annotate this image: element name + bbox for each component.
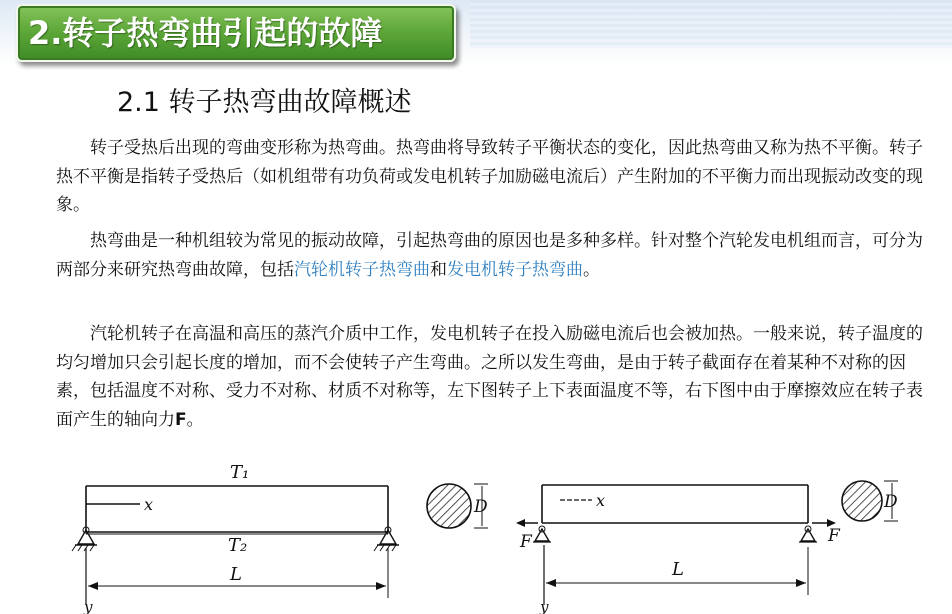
right-support-icon [374,527,399,551]
paragraph-1: 转子受热后出现的弯曲变形称为热弯曲。热弯曲将导致转子平衡状态的变化，因此热弯曲又称为热不平衡。转子热不平衡是指转子受热后（如机组带有功负荷或发电机转子加励磁电流后）产生附加的不平衡力而出现振动改变的现象。 [56,138,923,215]
label-d: D [884,492,898,512]
paragraph-2-block [56,227,926,284]
link-generator-rotor[interactable]: 发电机转子热弯曲 [447,259,583,280]
slide-title: 2.转子热弯曲引起的故障 [16,4,456,62]
paragraph-2-end: 。 [583,259,600,280]
label-y: y [84,598,93,614]
rotor-beam [542,485,808,523]
paragraph-3-text: 汽轮机转子在高温和高压的蒸汽介质中工作，发电机转子在投入励磁电流后也会被加热。一般来说，转子温度的均匀增加只会引起长度的增加，而不会使转子产生弯曲。之所以发生弯曲，是由于转子截面存在着某种不对称的因素，包括温度不对称、受力不对称、材质不对称等，左下图转子上下表面温度不等，右下图中由于摩擦效应在转子表面产生的轴向力 [56,324,923,430]
label-x: x [144,495,154,514]
paragraph-3-end: 。 [186,409,204,430]
paragraph-3 [56,320,926,434]
paragraph-2-text: 热弯曲是一种机组较为常见的振动故障，引起热弯曲的原因也是多种多样。针对整个汽轮发电机组而言，可分为两部分来研究热弯曲故障，包括 [56,231,923,280]
label-d: D [474,497,488,517]
label-force-right: F [828,526,840,546]
label-x: x [596,491,606,510]
paragraph-1-block [56,134,926,220]
label-t1: T₁ [230,462,250,483]
left-support-icon [72,527,97,551]
rotor-beam [86,486,388,534]
label-y: y [540,598,549,614]
label-l: L [672,559,684,580]
label-l: L [230,564,242,585]
label-t2: T₂ [228,535,248,556]
paragraph-3-block [56,320,926,434]
left-force-arrow [516,519,538,527]
diagram-friction-force [510,455,930,614]
section-title: 2.1 转子热弯曲故障概述 [117,87,412,118]
paragraph-2-middle: 和 [430,259,447,280]
diagram-temperature-bending [60,448,510,614]
left-support-icon [533,526,551,542]
link-steam-turbine-rotor[interactable]: 汽轮机转子热弯曲 [294,259,430,280]
paragraph-2 [56,227,926,284]
label-force-left: F [520,532,532,552]
right-support-icon [799,526,817,542]
force-symbol: F [175,409,187,430]
